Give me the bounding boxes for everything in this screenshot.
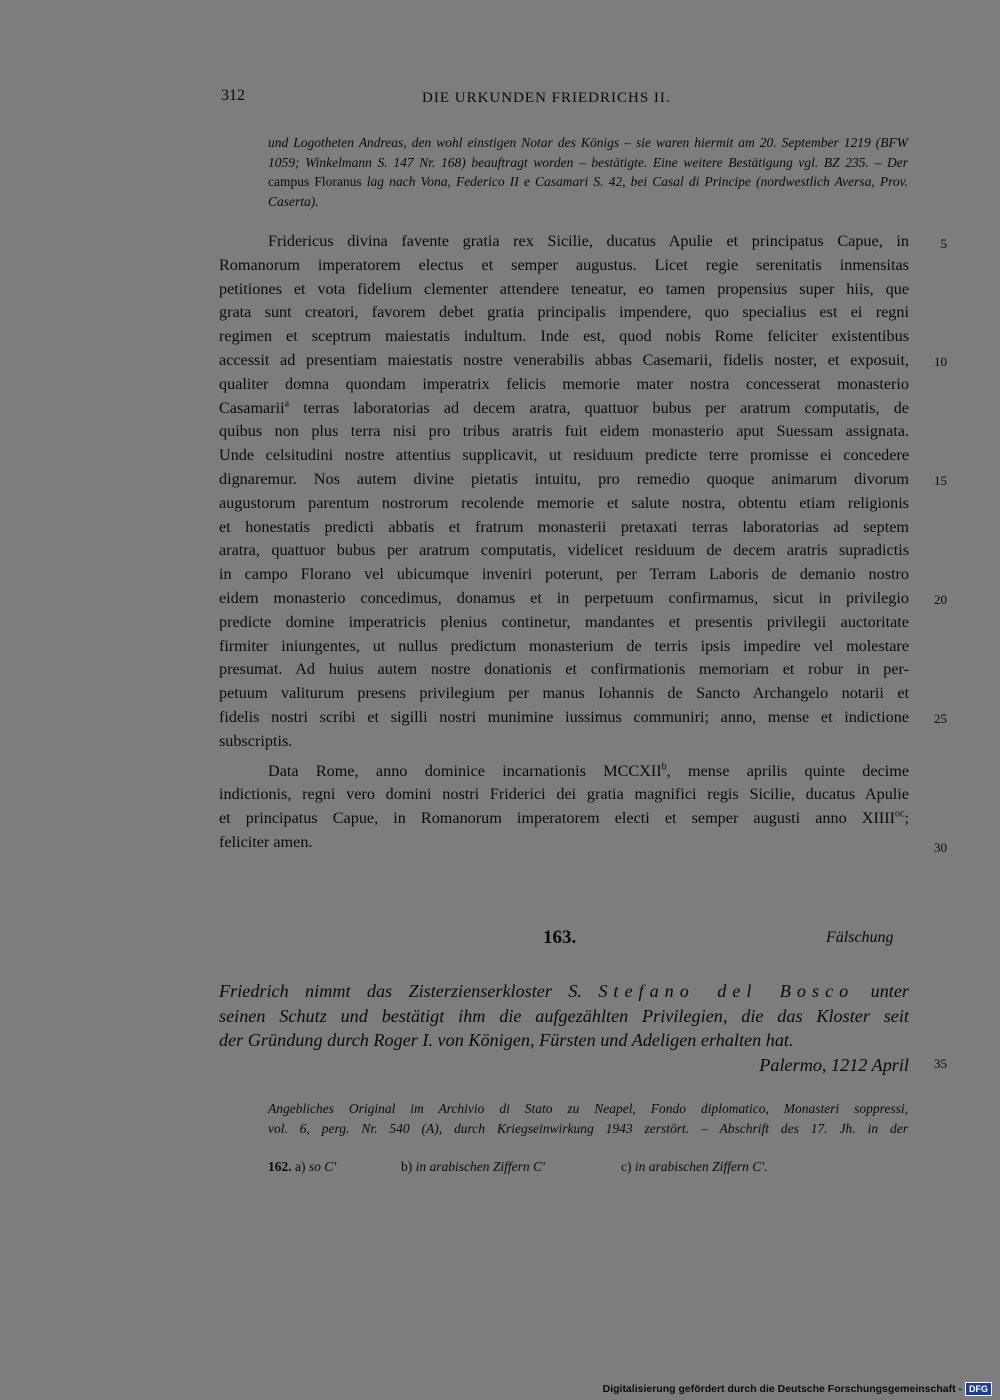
footnote-a: 162. a) so C'	[268, 1159, 337, 1174]
dfg-logo: DFG	[965, 1382, 992, 1396]
text-line: quibus non plus terra nisi pro tribus aratris fuit eidem monasterio aput Suessam assignata.	[219, 422, 909, 441]
text-line: dignaremur. Nos autem divine pietatis intuitu, pro remedio quoque animarum divorum	[219, 469, 909, 488]
source-line: vol. 6, perg. Nr. 540 (A), durch Kriegseinwirkung 1943 zerstört. – Abschrift des 17. Jh. in der	[268, 1120, 908, 1136]
text-line: petitiones et vota fidelium clementer attendere teneatur, eo tamen propensius super hiis, que	[219, 279, 909, 298]
running-head: DIE URKUNDEN FRIEDRICHS II.	[422, 90, 671, 106]
footnote-c: c) in arabischen Ziffern C'.	[621, 1159, 768, 1174]
text-line: subscriptis.	[219, 731, 293, 750]
text-line: qualiter domna quondam imperatrix felicis memorie mater nostra concesserat monasterio	[219, 374, 909, 393]
text-line: Casamarii$^a$ terras laboratorias ad decem aratra, quattuor bubus per aratrum computatis, de	[219, 398, 909, 417]
dating-line: Data Rome, anno dominice incarnationis MCCXII$^b$, mense aprilis quinte decime	[268, 761, 910, 780]
text-line: Romanorum imperatorem electus et semper augustus. Licet regie serenitatis inmensitas	[219, 255, 909, 274]
regest-line: der Gründung durch Roger I. von Königen, Fürsten und Adeligen erhalten hat.	[219, 1030, 794, 1050]
document-number: 163.	[543, 927, 577, 948]
document-status: Fälschung	[826, 929, 894, 946]
text-line: grata sunt creatori, favorem debet gratia principalis impendere, quo specialius est ei regni	[219, 303, 909, 322]
source-line: Angebliches Original im Archivio di Stato zu Neapel, Fondo diplomatico, Monasteri soppressi,	[268, 1101, 908, 1116]
page-number: 312	[221, 87, 245, 104]
text-line: Fridericus divina favente gratia rex Sicilie, ducatus Apulie et principatus Capue, in	[268, 232, 909, 250]
text-line: eidem monasterio concedimus, donamus et in perpetuum confirmamus, sicut in privilegio	[219, 588, 909, 607]
line-number: 5	[940, 236, 947, 251]
line-number: 25	[934, 711, 947, 726]
charter-text	[219, 230, 909, 855]
text-line: accessit ad presentiam maiestatis nostre venerabilis abbas Casemarii, fidelis noster, et exposuit,	[219, 350, 909, 369]
line-number: 35	[934, 1056, 947, 1071]
note-mark-oc: oc	[895, 808, 905, 820]
line-number: 20	[934, 592, 947, 607]
text-line: aratra, quattuor bubus per aratrum computatis, videlicet residuum de decem aratris supradictis	[219, 541, 909, 560]
text-line: petuum valiturum presens privilegium per manus Iohannis de Sancto Archangelo notarii et	[219, 684, 909, 703]
monastery-name: Stefano del Bosco	[598, 981, 855, 1001]
dateline: Palermo, 1212 April	[759, 1054, 909, 1075]
regest-line: seinen Schutz und bestätigt ihm die aufgezählten Privilegien, die das Kloster seit	[219, 1005, 909, 1026]
line-number: 30	[934, 840, 947, 855]
text-line: firmiter iniungentes, ut nullus predictum monasterium de terris ipsis impedire vel molestare	[219, 636, 909, 655]
regest	[219, 979, 909, 1077]
funding-notice	[603, 1382, 992, 1396]
funding-text: Digitalisierung gefördert durch die Deutsche Forschungsgemeinschaft -	[602, 1383, 962, 1395]
source-tradition	[268, 1099, 908, 1138]
line-number: 10	[934, 354, 947, 369]
text-line: et honestatis predicti abbatis et fratrum monasterii pretaxati terras laboratorias ad septem	[219, 517, 909, 536]
dating-line: indictionis, regni vero domini nostri Friderici dei gratia magnifici regis Sicilie, ducatus Apulie	[219, 785, 909, 804]
regest-line: Friedrich nimmt das Zisterzienserkloster S. Stefano del Bosco unter	[219, 981, 909, 1001]
casamarii-word: Casamarii	[219, 398, 285, 417]
dating-line: et principatus Capue, in Romanorum imperatorem electi et semper augusti anno $XIIII^{oc}$;	[219, 808, 909, 828]
text-line: Unde celsitudini nostre attentius supplicavit, ut residuum predicte terre promisse ei concedere	[219, 446, 909, 465]
note-campus: campus Floranus	[268, 174, 362, 189]
text-line: fidelis nostri scribi et sigilli nostri munimine iussimus communiri; anno, mense et indictione	[219, 707, 909, 726]
note-text-2: lag nach Vona, Federico II e Casamari S. 42, bei Casal di Principe (nordwestlich Aversa, Prov. Caserta).	[268, 174, 909, 209]
footnote-b: b) in arabischen Ziffern C'	[401, 1159, 545, 1174]
text-line: in campo Florano vel ubicumque inveniri poterunt, per Terram Laboris de demanio nostro	[219, 565, 909, 584]
dating-line: feliciter amen.	[219, 832, 313, 851]
text-line: regimen et sceptrum maiestatis indultum. Inde est, quod nobis Rome feliciter existentibus	[219, 327, 909, 346]
text-line: presumat. Ad huius autem nostre donationis et confirmationis memoriam et robur in per-	[219, 660, 909, 679]
text-line: predicte domine imperatricis plenius continetur, mandantes et presentis privilegii auctoritate	[219, 612, 909, 631]
note-text-1: und Logotheten Andreas, den wohl einstigen Notar des Königs – sie waren hiermit am 20. September 1219 (BFW 1059; Winkelmann S. 147 Nr. 168) beauftragt worden – bestätigte. Eine weitere Bestätigung vgl. BZ 235. – Der	[268, 135, 908, 170]
note-mark-b: b	[661, 761, 667, 773]
note-mark-a: a	[284, 398, 290, 410]
text-line: augustorum parentum nostrorum recolende memorie et salute nostra, obtentu etiam religionis	[219, 493, 909, 512]
editorial-note	[268, 133, 908, 211]
line-number: 15	[934, 473, 947, 488]
